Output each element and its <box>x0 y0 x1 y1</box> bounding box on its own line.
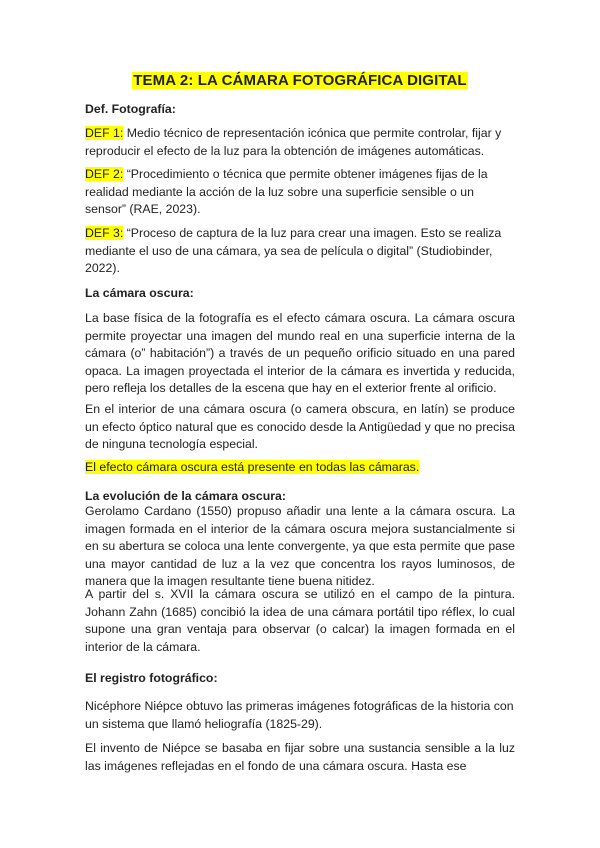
def-1-text: Medio técnico de representación icónica que permite controlar, fijar y reproducir el efecto de la luz para la obtención de imágenes automáticas. <box>85 126 502 158</box>
def-3-text: “Proceso de captura de la luz para crear una imagen. Esto se realiza mediante el uso de una cámara, ya sea de película o digital” (Studiobinder, 2022). <box>85 226 502 275</box>
page-title-text: TEMA 2: LA CÁMARA FOTOGRÁFICA DIGITAL <box>133 72 467 89</box>
heading-def-fotografia: Def. Fotografía: <box>85 102 176 116</box>
def-1 <box>85 125 515 160</box>
camara-oscura-highlight <box>85 459 515 477</box>
registro-paragraph-2: El invento de Niépce se basaba en fijar sobre una sustancia sensible a la luz las imágenes reflejadas en el fondo de una cámara oscura. Hasta ese <box>85 741 515 773</box>
def-2 <box>85 166 515 219</box>
def-2-label: DEF 2: <box>85 167 124 181</box>
heading-registro: El registro fotográfico: <box>85 671 218 685</box>
def-3-label: DEF 3: <box>85 226 124 240</box>
evolucion-paragraph-2: A partir del s. XVII la cámara oscura se utilizó en el campo de la pintura. Johann Zahn (1685) concibió la idea de una cámara portátil tipo réflex, lo cual supone una gran ventaja para observar (o calcar) la imagen formada en el interior de la cámara. <box>85 587 515 654</box>
def-1-label: DEF 1: <box>85 126 124 140</box>
evolucion-paragraph-1: Gerolamo Cardano (1550) propuso añadir una lente a la cámara oscura. La imagen formada en el interior de la cámara oscura mejora sustancialmente si en su abertura se coloca una lente convergente, ya que esta permite que pase una mayor cantidad de luz a la vez que concentra los rayos luminosos, de manera que la imagen resultante tiene buena nitidez. <box>85 504 515 588</box>
camara-oscura-highlight-text: El efecto cámara oscura está presente en todas las cámaras. <box>85 460 420 474</box>
camara-oscura-paragraph-1: La base física de la fotografía es el efecto cámara oscura. La cámara oscura permite proyectar una imagen del mundo real en una superficie interna de la cámara (o” habitación”) a través de un pequeño orificio situado en una pared opaca. La imagen proyectada el interior de la cámara es invertida y reducida, pero refleja los detalles de la escena que hay en el exterior frente al orificio. <box>85 311 515 395</box>
registro-paragraph-1: Nicéphore Niépce obtuvo las primeras imágenes fotográficas de la historia con un sistema que llamó heliografía (1825-29). <box>85 699 514 731</box>
page-title <box>0 72 600 89</box>
def-3 <box>85 225 515 278</box>
def-2-text: “Procedimiento o técnica que permite obtener imágenes fijas de la realidad mediante la acción de la luz sobre una superficie sensible o un sensor” (RAE, 2023). <box>85 167 488 216</box>
camara-oscura-paragraph-2: En el interior de una cámara oscura (o camera obscura, en latín) se produce un efecto óptico natural que es conocido desde la Antigüedad y que no precisa de ninguna tecnología especial. <box>85 402 515 451</box>
heading-evolucion: La evolución de la cámara oscura: <box>85 489 286 503</box>
heading-camara-oscura: La cámara oscura: <box>85 286 194 300</box>
